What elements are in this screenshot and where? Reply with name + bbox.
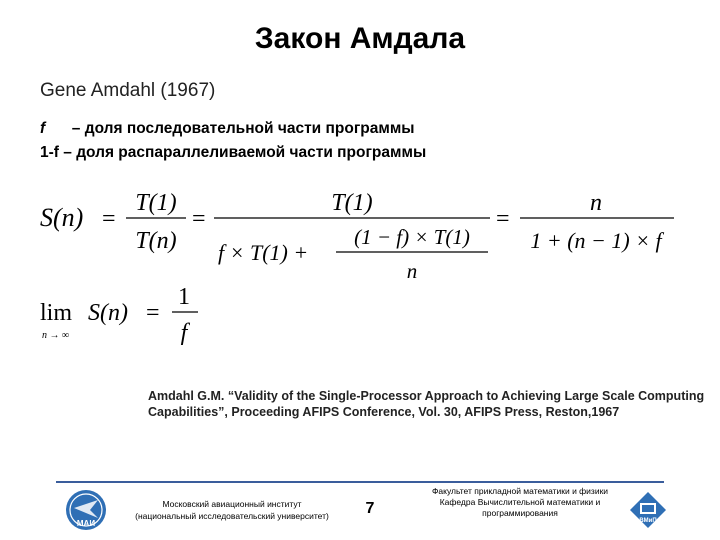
frac2-inner-denominator: n xyxy=(406,259,418,283)
mai-logo xyxy=(64,488,108,532)
limit-expression: S(n) xyxy=(88,300,128,326)
footer-department-line-1: Факультет прикладной математики и физики xyxy=(431,486,609,496)
mai-logo-text: МАИ xyxy=(76,519,96,528)
footer-institution-line-1: Московский авиационный институт xyxy=(162,499,302,509)
footer-institution-line-2: (национальный исследовательский университет) xyxy=(135,511,329,521)
frac1-numerator: T(1) xyxy=(135,190,177,216)
definition-text: – доля последовательной части программы xyxy=(71,120,415,137)
definition-text: – доля распараллеливаемой части программы xyxy=(63,144,427,161)
footer-department-line-2: Кафедра Вычислительной математики и xyxy=(439,497,601,507)
definition-serial xyxy=(40,120,415,138)
formula-eq-2: = xyxy=(192,206,206,232)
footer-department-line-3: программирования xyxy=(482,508,558,518)
page-number: 7 xyxy=(365,500,375,517)
frac1-denominator: T(n) xyxy=(135,228,177,254)
formula-eq-3: = xyxy=(496,206,510,232)
author-line: Gene Amdahl (1967) xyxy=(40,80,216,101)
slide-title: Закон Амдала xyxy=(254,22,466,55)
frac3-numerator: n xyxy=(590,190,602,216)
frac2-denominator-part-a: f × T(1) + xyxy=(218,240,309,265)
formula-lhs: S(n) xyxy=(40,203,84,232)
reference-citation xyxy=(148,388,708,420)
reference-line-1: Amdahl G.M. “Validity of the Single-Processor Approach to Achieving Large Scale Computing xyxy=(148,389,705,403)
limit-numerator: 1 xyxy=(178,284,190,310)
limit-eq: = xyxy=(146,300,160,326)
footer-institution xyxy=(112,498,352,522)
footer-divider xyxy=(56,481,664,483)
limit-denominator: f xyxy=(180,320,188,346)
limit-formula xyxy=(38,282,238,352)
definition-symbol: f xyxy=(40,120,46,137)
frac2-numerator: T(1) xyxy=(331,190,373,216)
definition-symbol: 1-f xyxy=(40,144,59,161)
footer-department xyxy=(405,486,635,519)
department-logo-text: ВМиП xyxy=(639,518,657,524)
formula-eq-1: = xyxy=(102,206,116,232)
department-logo xyxy=(628,490,668,530)
amdahl-formula xyxy=(36,182,686,292)
limit-subscript: n → ∞ xyxy=(42,330,70,341)
frac3-denominator: 1 + (n − 1) × f xyxy=(530,228,662,253)
frac2-inner-numerator: (1 − f) × T(1) xyxy=(354,225,470,249)
reference-line-2: Capabilities”, Proceeding AFIPS Conference, Vol. 30, AFIPS Press, Reston,1967 xyxy=(148,405,620,419)
definition-parallel xyxy=(40,144,426,162)
limit-operator: lim xyxy=(40,300,73,326)
